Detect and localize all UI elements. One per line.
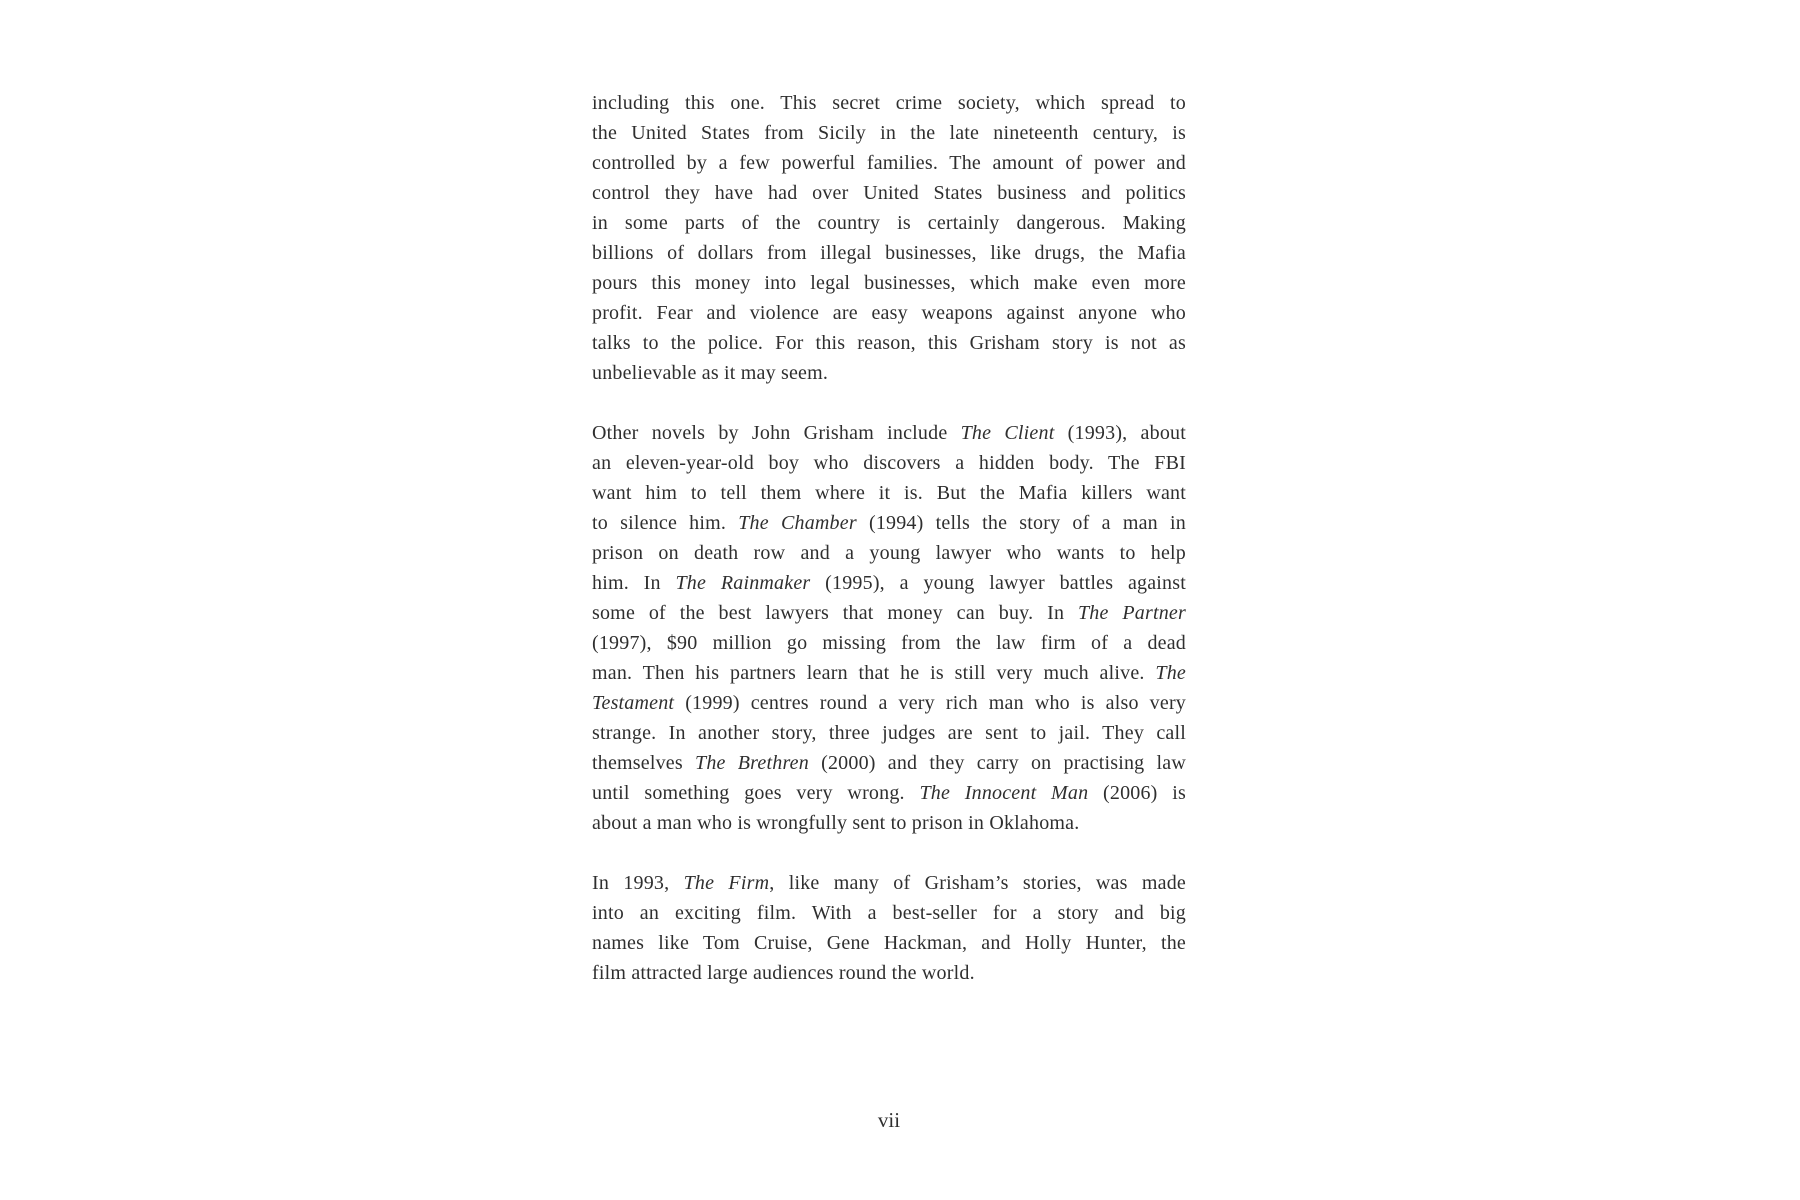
text-line — [592, 928, 1186, 958]
book-title-text: The Brethren — [695, 752, 809, 774]
body-text — [592, 88, 1186, 988]
text-line — [592, 958, 1186, 988]
text-segment: talks to the police. For this reason, this Grisham story is not as — [592, 332, 1186, 354]
text-segment: prison on death row and a young lawyer who wants to help — [592, 542, 1186, 564]
text-segment: to silence him. — [592, 512, 739, 534]
text-segment: (1994) tells the story of a man in — [856, 512, 1186, 534]
text-segment: the United States from Sicily in the late nineteenth century, is — [592, 122, 1186, 144]
text-segment: in some parts of the country is certainly dangerous. Making — [592, 212, 1186, 234]
text-line — [592, 688, 1186, 718]
text-line — [592, 358, 1186, 388]
paragraph — [592, 868, 1186, 988]
paragraph — [592, 418, 1186, 838]
book-title-text: The Client — [960, 422, 1055, 444]
book-title-text: The Rainmaker — [675, 572, 811, 594]
text-line — [592, 628, 1186, 658]
text-line — [592, 538, 1186, 568]
book-title-text: The Innocent Man — [919, 782, 1089, 804]
text-segment: names like Tom Cruise, Gene Hackman, and Holly Hunter, the — [592, 932, 1186, 954]
text-segment: man. Then his partners learn that he is still very much alive. — [592, 662, 1156, 684]
text-line — [592, 118, 1186, 148]
text-line — [592, 268, 1186, 298]
text-segment: billions of dollars from illegal businesses, like drugs, the Mafia — [592, 242, 1186, 264]
text-line — [592, 208, 1186, 238]
text-segment: (1993), about — [1054, 422, 1186, 444]
text-segment: (2006) is — [1088, 782, 1186, 804]
text-segment: strange. In another story, three judges are sent to jail. They call — [592, 722, 1186, 744]
text-segment: control they have had over United States business and politics — [592, 182, 1186, 204]
text-line — [592, 418, 1186, 448]
text-segment: film attracted large audiences round the world. — [592, 962, 975, 984]
text-line — [592, 328, 1186, 358]
text-segment: him. In — [592, 572, 676, 594]
text-line — [592, 598, 1186, 628]
text-segment: pours this money into legal businesses, which make even more — [592, 272, 1186, 294]
book-title-text: The — [1155, 662, 1186, 684]
text-segment: about a man who is wrongfully sent to prison in Oklahoma. — [592, 812, 1080, 834]
text-line — [592, 448, 1186, 478]
text-line — [592, 748, 1186, 778]
text-line — [592, 718, 1186, 748]
text-line — [592, 298, 1186, 328]
text-segment: unbelievable as it may seem. — [592, 362, 829, 384]
text-line — [592, 658, 1186, 688]
text-segment: (1995), a young lawyer battles against — [810, 572, 1186, 594]
paragraph — [592, 88, 1186, 388]
text-segment: profit. Fear and violence are easy weapons against anyone who — [592, 302, 1186, 324]
text-line — [592, 238, 1186, 268]
text-line — [592, 868, 1186, 898]
book-title-text: The Partner — [1077, 602, 1186, 624]
text-line — [592, 508, 1186, 538]
book-title-text: Testament — [592, 692, 675, 714]
page-number: vii — [877, 1108, 901, 1132]
text-segment: controlled by a few powerful families. The amount of power and — [592, 152, 1186, 174]
text-segment: themselves — [592, 752, 696, 774]
text-segment: some of the best lawyers that money can buy. In — [592, 602, 1078, 624]
text-line — [592, 178, 1186, 208]
text-segment: until something goes very wrong. — [592, 782, 920, 804]
text-segment: want him to tell them where it is. But the Mafia killers want — [592, 482, 1186, 504]
text-segment: including this one. This secret crime society, which spread to — [592, 92, 1186, 114]
text-line — [592, 478, 1186, 508]
text-segment: into an exciting film. With a best-seller for a story and big — [592, 902, 1186, 924]
text-line — [592, 88, 1186, 118]
text-segment: , like many of Grisham’s stories, was made — [769, 872, 1186, 894]
text-line — [592, 568, 1186, 598]
text-segment: In 1993, — [592, 872, 684, 894]
text-line — [592, 148, 1186, 178]
text-segment: (1997), $90 million go missing from the law firm of a dead — [592, 632, 1186, 654]
text-segment: (1999) centres round a very rich man who is also very — [674, 692, 1186, 714]
book-title-text: The Firm — [683, 872, 770, 894]
text-line — [592, 808, 1186, 838]
text-line — [592, 898, 1186, 928]
text-line — [592, 778, 1186, 808]
text-segment: an eleven-year-old boy who discovers a hidden body. The FBI — [592, 452, 1186, 474]
text-segment: Other novels by John Grisham include — [592, 422, 961, 444]
text-segment: (2000) and they carry on practising law — [808, 752, 1186, 774]
book-title-text: The Chamber — [738, 512, 857, 534]
